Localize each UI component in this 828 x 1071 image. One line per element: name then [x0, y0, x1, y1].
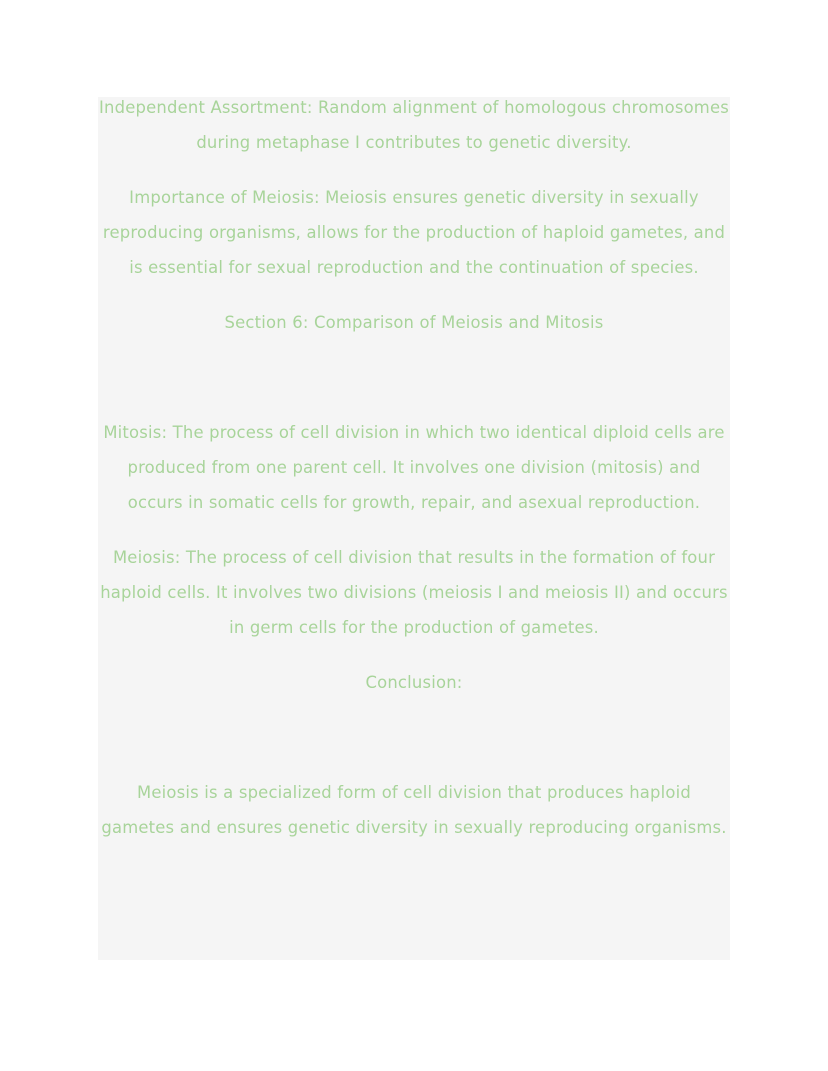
- text-block: [98, 97, 730, 960]
- paragraph-meiosis: Meiosis: The process of cell division that results in the formation of four haploid cells. It involves two divisions (meiosis I and meiosis II) and occurs in germ cells for the production of gametes.: [100, 548, 728, 637]
- paragraph-mitosis: Mitosis: The process of cell division in which two identical diploid cells are produced from one parent cell. It involves one division (mitosis) and occurs in somatic cells for growth, repair, and asexual reproduction.: [103, 423, 725, 512]
- paragraph-independent-assortment: Independent Assortment: Random alignment of homologous chromosomes during metaphase I contributes to genetic diversity.: [98, 98, 729, 152]
- conclusion-heading: Conclusion:: [365, 673, 463, 692]
- section-6-heading: Section 6: Comparison of Meiosis and Mitosis: [224, 313, 604, 332]
- paragraph-conclusion: Meiosis is a specialized form of cell division that produces haploid gametes and ensures genetic diversity in sexually reproducing organisms.: [101, 783, 727, 837]
- paragraph-importance-of-meiosis: Importance of Meiosis: Meiosis ensures genetic diversity in sexually reproducing organisms, allows for the production of haploid gametes, and is essential for sexual reproduction and the continuation of species.: [102, 188, 726, 277]
